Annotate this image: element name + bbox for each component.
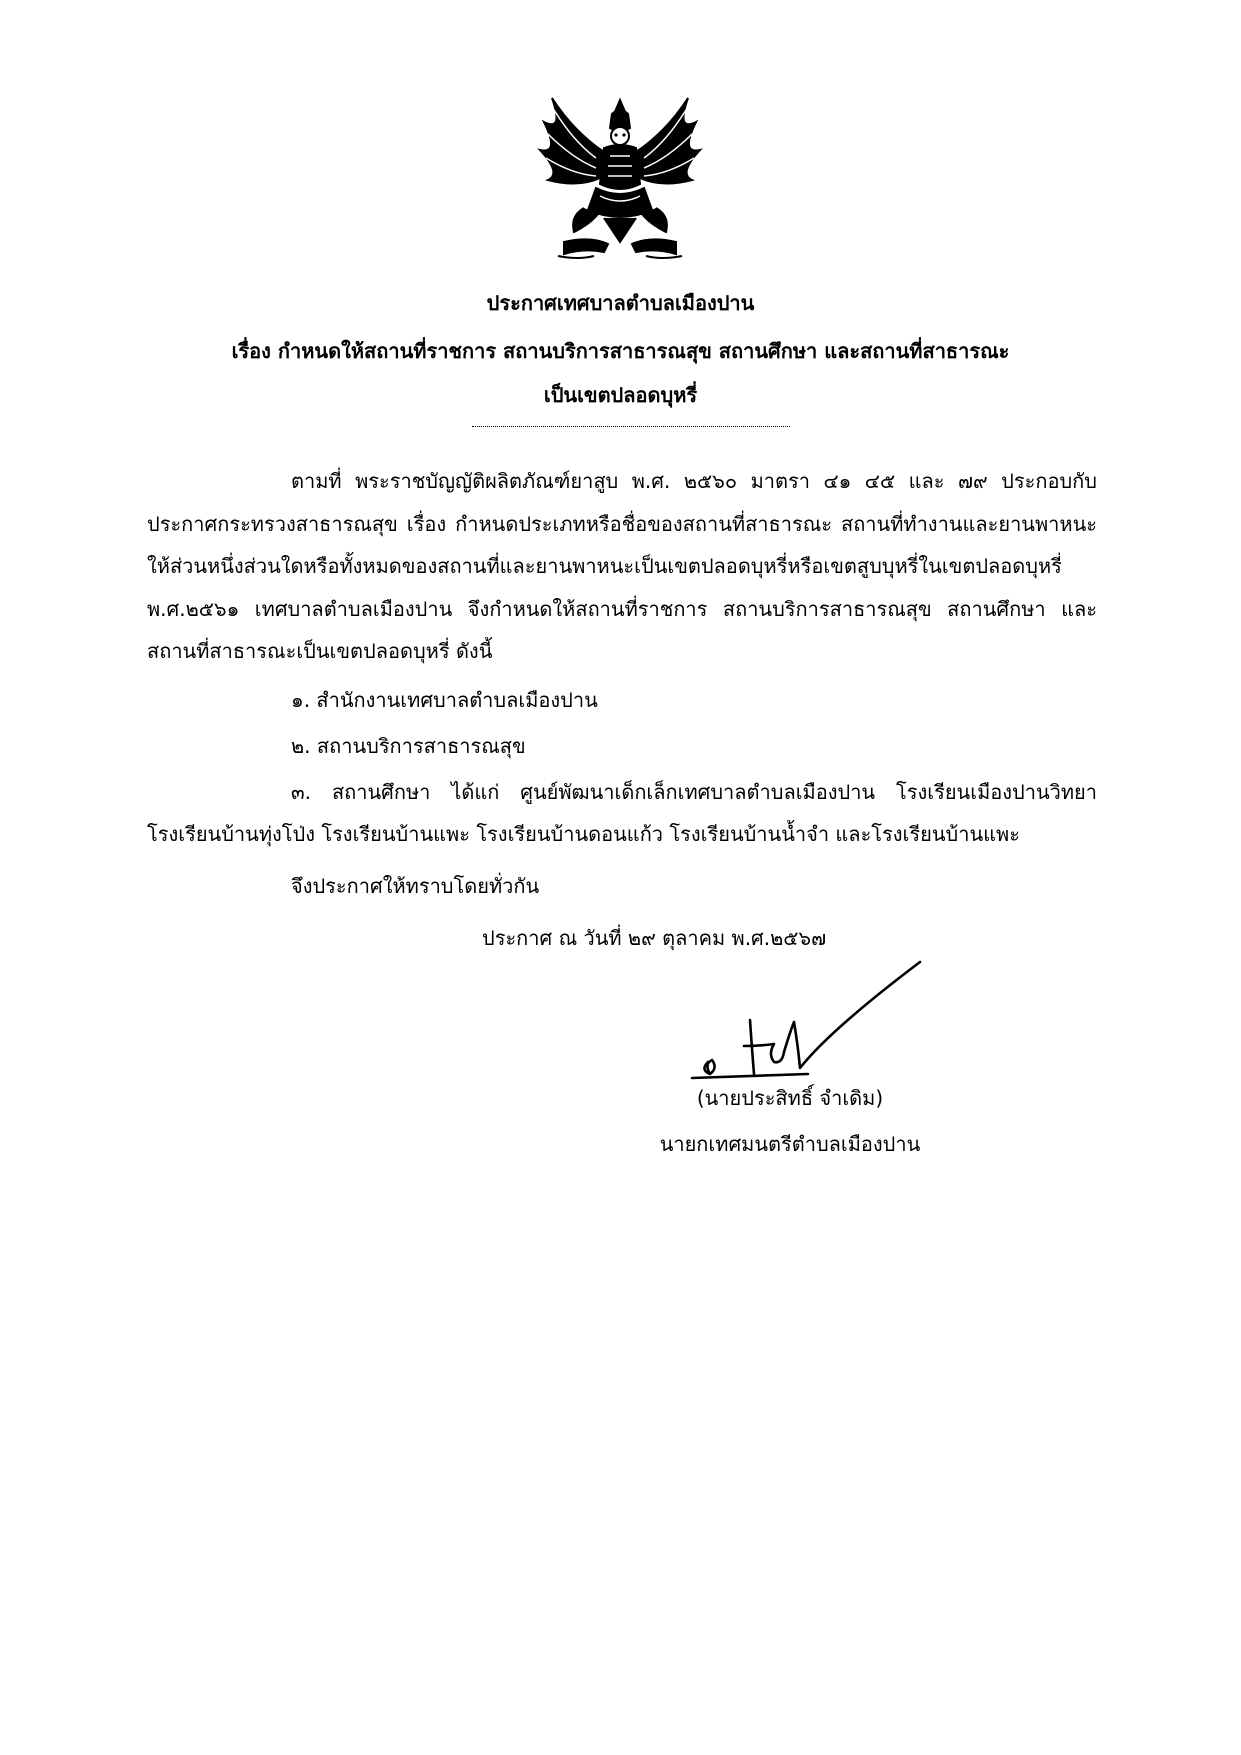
announcement-subject: เรื่อง กำหนดให้สถานที่ราชการ สถานบริการสาธารณสุข สถานศึกษา และสถานที่สาธารณะ [231,339,1010,363]
garuda-emblem-icon [534,92,706,272]
announcement-date: ประกาศ ณ วันที่ ๒๙ ตุลาคม พ.ศ.๒๕๖๗ [482,926,827,950]
list-item: ๓. สถานศึกษา ได้แก่ ศูนย์พัฒนาเด็กเล็กเทศบาลตำบลเมืองปาน โรงเรียนเมืองปานวิทยา โรงเรียนบ้านทุ่งโป่ง โรงเรียนบ้านแพะ โรงเรียนบ้านดอนแก้ว โรงเรียนบ้านน้ำจำ และโรงเรียนบ้านแพะ [147,780,1097,846]
main-paragraph: ตามที่ พระราชบัญญัติผลิตภัณฑ์ยาสูบ พ.ศ. ๒๕๖๐ มาตรา ๔๑ ๔๕ และ ๗๙ ประกอบกับประกาศกระทรวงสาธารณสุข เรื่อง กำหนดประเภทหรือชื่อของสถานที่สาธารณะ สถานที่ทำงานและยานพาหนะ ให้ส่วนหนึ่งส่วนใดหรือทั้งหมดของสถานที่และยานพาหนะเป็นเขตปลอดบุหรี่หรือเขตสูบบุหรี่ในเขตปลอดบุหรี่ พ.ศ.๒๕๖๑ เทศบาลตำบลเมืองปาน จึงกำหนดให้สถานที่ราชการ สถานบริการสาธารณสุข สถานศึกษา และสถานที่สาธารณะเป็นเขตปลอดบุหรี่ ดังนี้ [147,469,1097,663]
signer-name: (นายประสิทธิ์ จำเดิม) [696,1086,884,1110]
list-item: ๑. สำนักงานเทศบาลตำบลเมืองปาน [291,688,598,712]
announcement-title: ประกาศเทศบาลตำบลเมืองปาน [486,291,755,315]
dotted-divider [472,426,790,427]
announcement-subject-continued: เป็นเขตปลอดบุหรี่ [543,383,698,407]
list-item: ๒. สถานบริการสาธารณสุข [291,734,526,758]
signature-icon [690,950,930,1090]
signer-position: นายกเทศมนตรีตำบลเมืองปาน [659,1132,921,1156]
closing-sentence: จึงประกาศให้ทราบโดยทั่วกัน [291,874,540,898]
